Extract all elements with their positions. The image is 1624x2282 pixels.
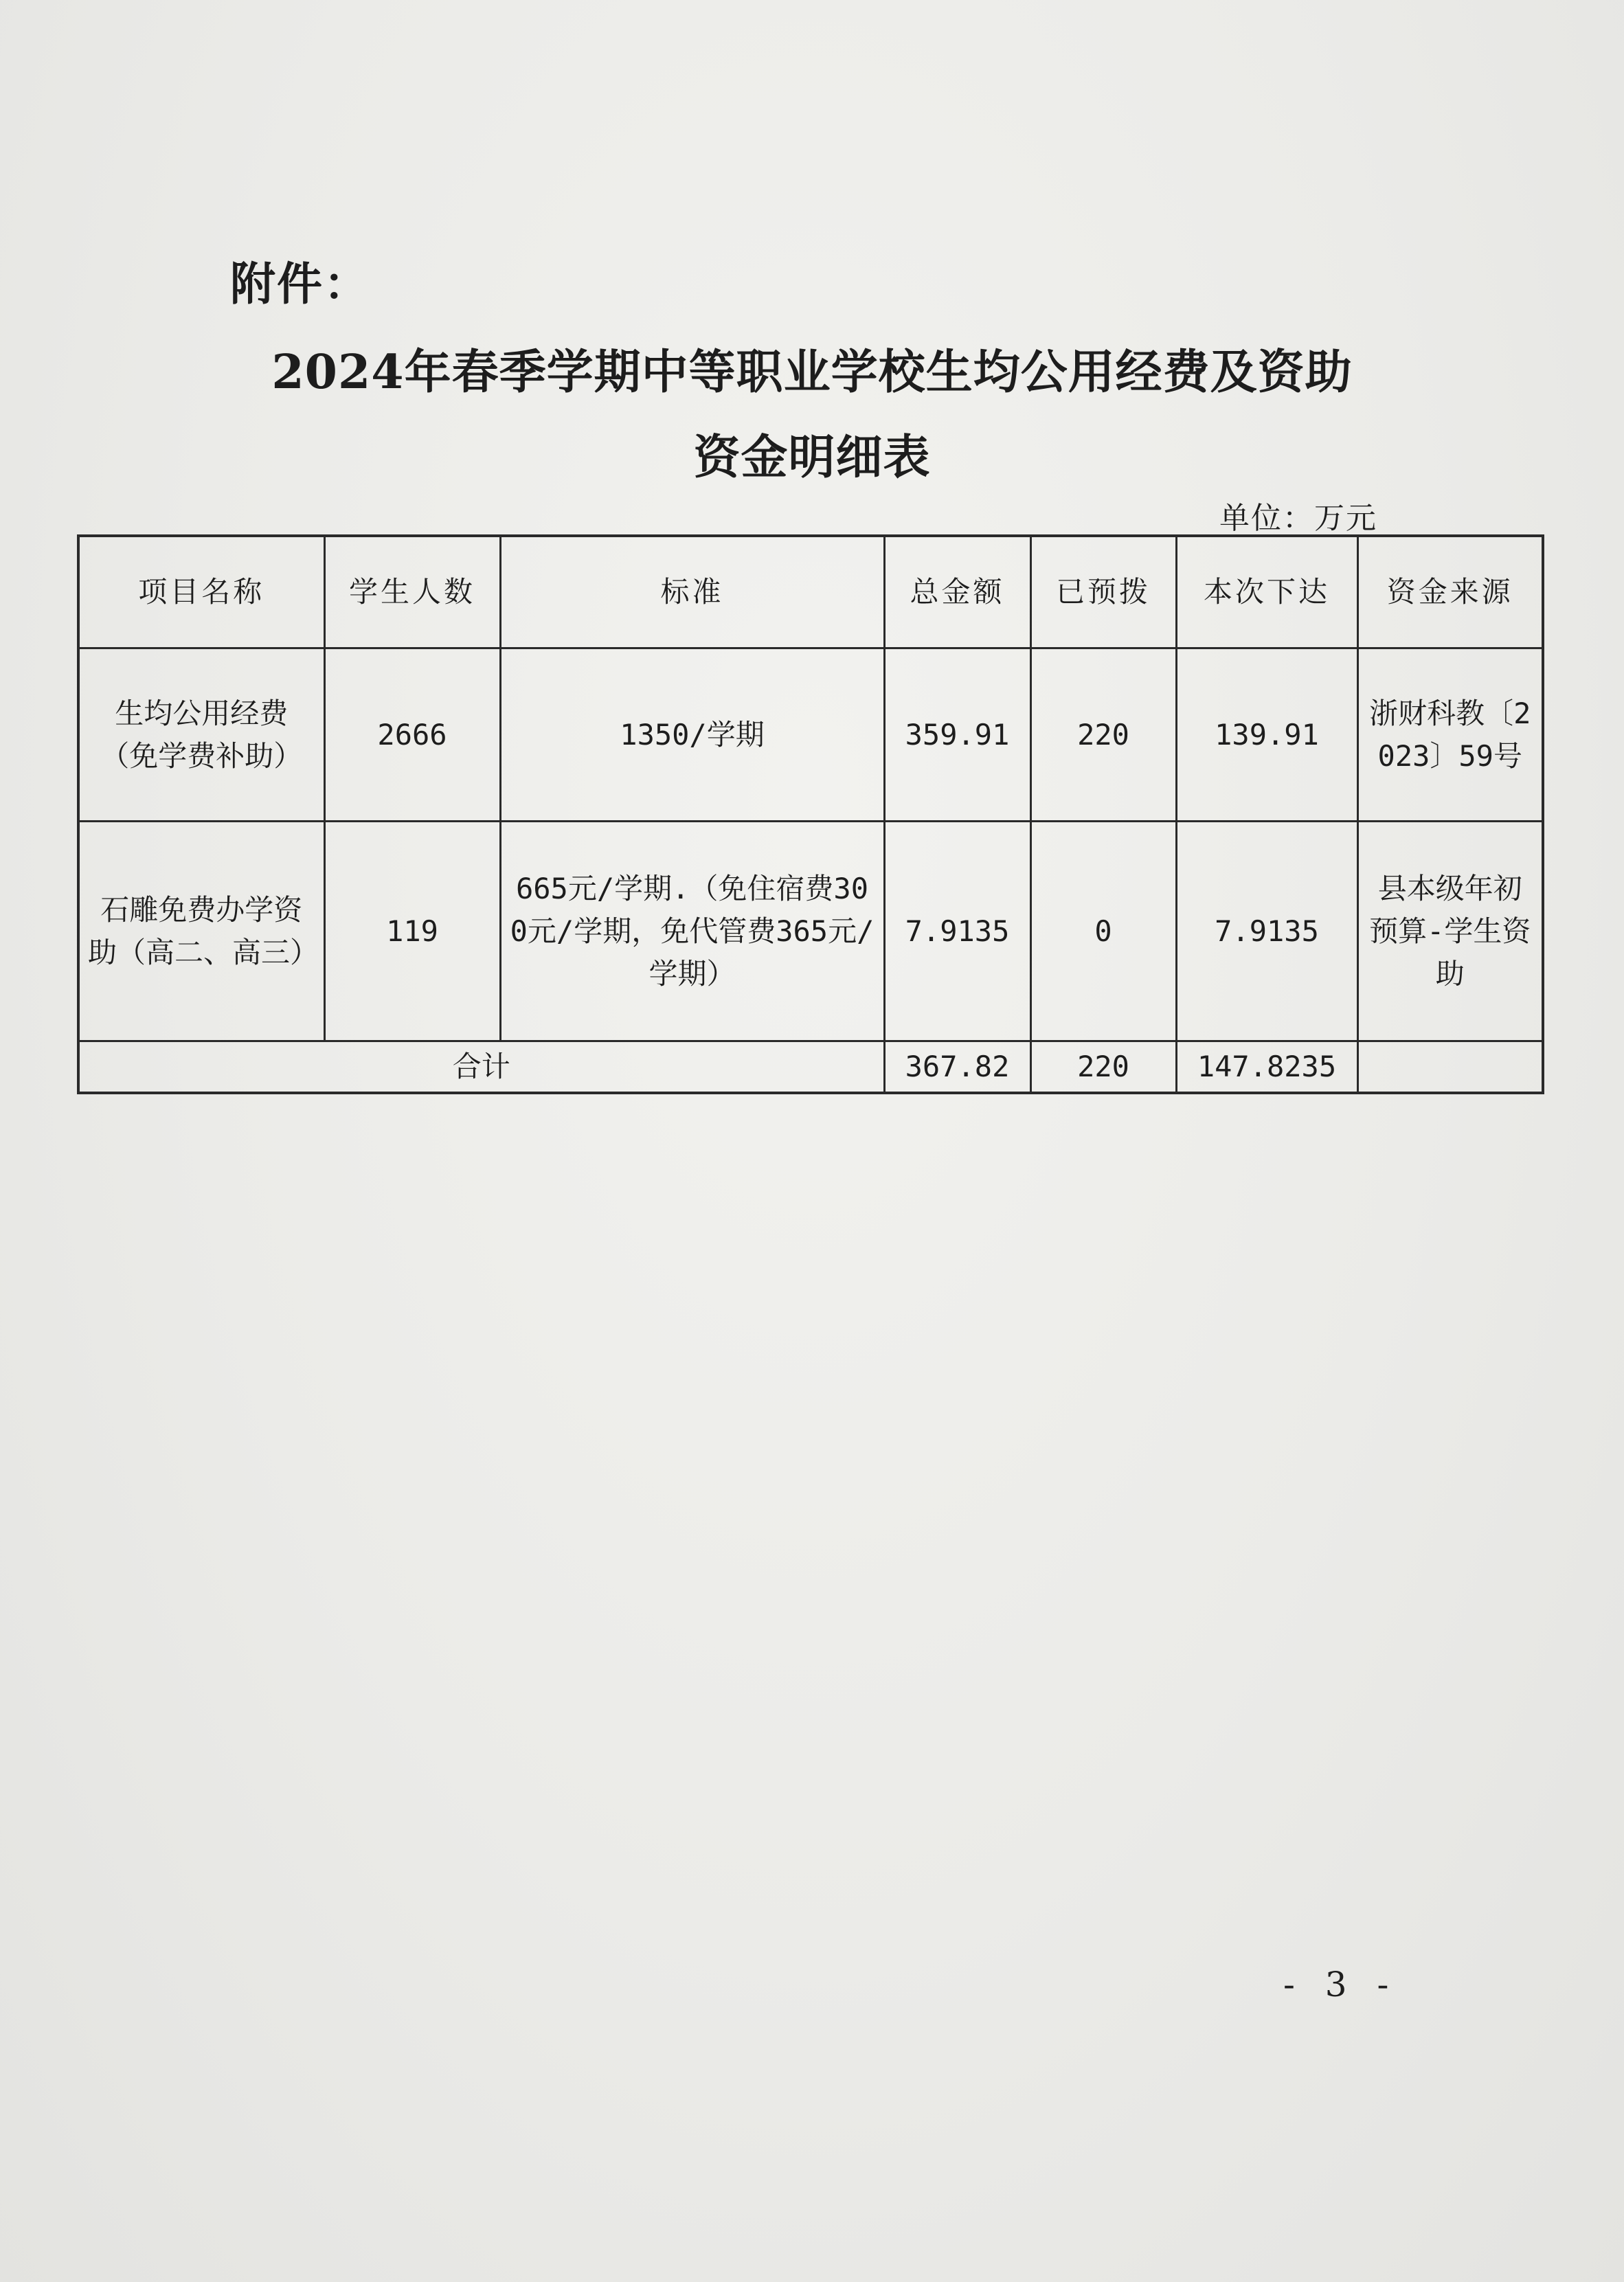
totals-pre-allocated-cell: 220: [1030, 1041, 1176, 1094]
standard-cell: 1350/学期: [500, 648, 884, 822]
fund-source-cell: 浙财科教〔2023〕59号: [1357, 648, 1543, 822]
project-name-cell: 生均公用经费（免学费补助）: [78, 648, 324, 822]
unit-note: 单位：万元: [1219, 501, 1377, 536]
table-row: [78, 822, 1543, 1041]
total-amount-cell: 7.9135: [884, 822, 1030, 1041]
table-row: [78, 648, 1543, 822]
document-title-line-1: 2024年春季学期中等职业学校生均公用经费及资助: [271, 345, 1353, 400]
totals-this-issue-cell: 147.8235: [1176, 1041, 1357, 1094]
column-header: 总金额: [884, 536, 1030, 648]
column-header: 标准: [500, 536, 884, 648]
table-header-row: [78, 536, 1543, 648]
column-header: 资金来源: [1357, 536, 1543, 648]
project-name-cell: 石雕免费办学资助（高二、高三）: [78, 822, 324, 1041]
standard-cell: 665元/学期.（免住宿费300元/学期，免代管费365元/学期）: [500, 822, 884, 1041]
fund-source-cell: 县本级年初预算-学生资助: [1357, 822, 1543, 1041]
this-issue-cell: 139.91: [1176, 648, 1357, 822]
column-header: 学生人数: [324, 536, 500, 648]
funds-detail-table: [77, 534, 1544, 1094]
column-header: 项目名称: [78, 536, 324, 648]
totals-source-cell: [1357, 1041, 1543, 1094]
document-title-line-2: 资金明细表: [693, 430, 931, 485]
this-issue-cell: 7.9135: [1176, 822, 1357, 1041]
totals-row: [78, 1041, 1543, 1094]
total-amount-cell: 359.91: [884, 648, 1030, 822]
totals-label-cell: 合计: [78, 1041, 884, 1094]
student-count-cell: 119: [324, 822, 500, 1041]
student-count-cell: 2666: [324, 648, 500, 822]
column-header: 本次下达: [1176, 536, 1357, 648]
page-number: - 3 -: [1283, 1965, 1399, 2004]
totals-total-cell: 367.82: [884, 1041, 1030, 1094]
attachment-label: 附件：: [230, 258, 370, 310]
pre-allocated-cell: 220: [1030, 648, 1176, 822]
pre-allocated-cell: 0: [1030, 822, 1176, 1041]
column-header: 已预拨: [1030, 536, 1176, 648]
